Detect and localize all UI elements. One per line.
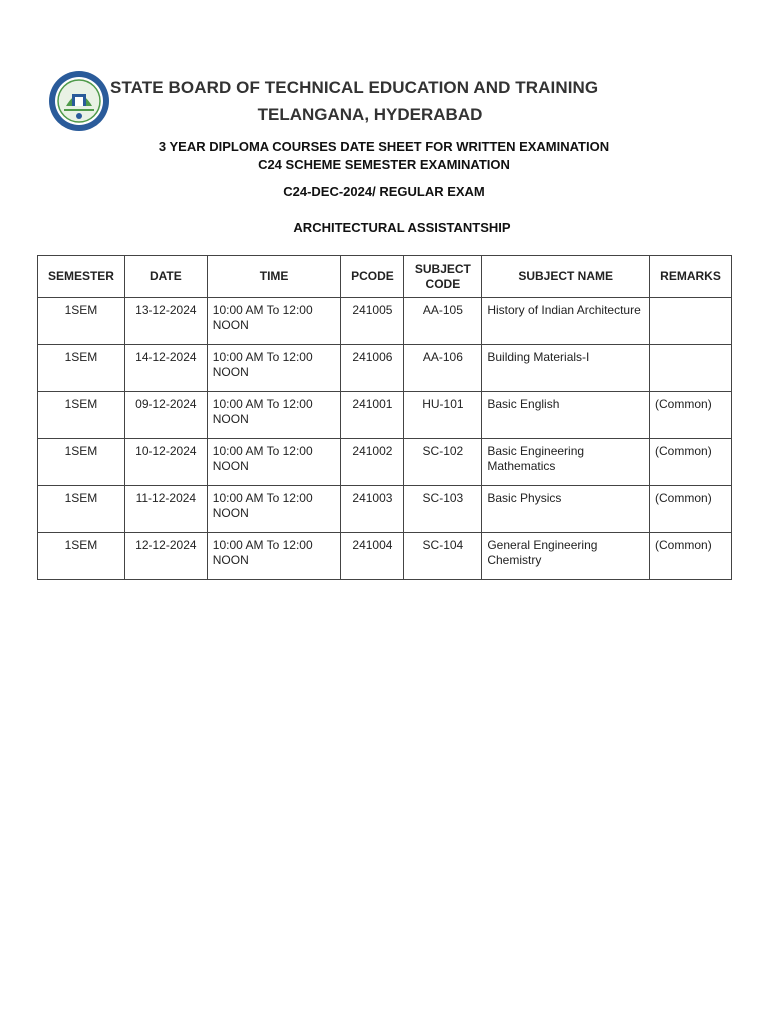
cell-subject-code: HU-101 xyxy=(404,392,482,439)
cell-subject-name xyxy=(482,392,650,439)
cell-time xyxy=(207,298,341,345)
cell-pcode: 241005 xyxy=(341,298,404,345)
cell-subject-code: SC-102 xyxy=(404,439,482,486)
header-subject-code-line2: CODE xyxy=(425,276,461,291)
board-name: STATE BOARD OF TECHNICAL EDUCATION AND TRAINING xyxy=(110,78,599,97)
cell-date: 09-12-2024 xyxy=(124,392,207,439)
course-line: 3 YEAR DIPLOMA COURSES DATE SHEET FOR WRITTEN EXAMINATION xyxy=(158,139,610,154)
cell-date: 10-12-2024 xyxy=(124,439,207,486)
cell-time xyxy=(207,486,341,533)
cell-time-line2: NOON xyxy=(212,365,249,379)
cell-subject-code: AA-105 xyxy=(404,298,482,345)
table-header-row xyxy=(38,256,732,298)
cell-time-line1: 10:00 AM To 12:00 xyxy=(212,397,313,411)
header-date: DATE xyxy=(124,256,207,298)
cell-subject-name-line1: Basic English xyxy=(487,397,560,411)
cell-time xyxy=(207,345,341,392)
cell-subject-code: SC-104 xyxy=(404,533,482,580)
cell-semester: 1SEM xyxy=(38,392,125,439)
exam-line: C24-DEC-2024/ REGULAR EXAM xyxy=(283,184,485,199)
cell-semester: 1SEM xyxy=(38,298,125,345)
cell-pcode: 241006 xyxy=(341,345,404,392)
table-row xyxy=(38,345,732,392)
cell-date: 12-12-2024 xyxy=(124,533,207,580)
scheme-line: C24 SCHEME SEMESTER EXAMINATION xyxy=(258,157,510,172)
cell-time-line2: NOON xyxy=(212,506,249,520)
header-remarks: REMARKS xyxy=(650,256,732,298)
cell-pcode: 241004 xyxy=(341,533,404,580)
cell-pcode: 241002 xyxy=(341,439,404,486)
cell-semester: 1SEM xyxy=(38,533,125,580)
cell-subject-name xyxy=(482,298,650,345)
cell-time-line2: NOON xyxy=(212,318,249,332)
cell-subject-name-line1: General Engineering xyxy=(487,538,598,552)
cell-semester: 1SEM xyxy=(38,345,125,392)
cell-time-line1: 10:00 AM To 12:00 xyxy=(212,491,313,505)
table-row xyxy=(38,486,732,533)
cell-remarks: (Common) xyxy=(650,533,732,580)
cell-time-line2: NOON xyxy=(212,553,249,567)
cell-time-line2: NOON xyxy=(212,412,249,426)
cell-subject-name xyxy=(482,533,650,580)
table-row xyxy=(38,533,732,580)
table-row xyxy=(38,439,732,486)
exam-schedule-table xyxy=(37,255,732,580)
board-location: TELANGANA, HYDERABAD xyxy=(257,105,483,124)
cell-semester: 1SEM xyxy=(38,486,125,533)
branch-title: ARCHITECTURAL ASSISTANTSHIP xyxy=(293,220,511,235)
cell-date: 11-12-2024 xyxy=(124,486,207,533)
cell-time-line1: 10:00 AM To 12:00 xyxy=(212,538,313,552)
cell-time-line1: 10:00 AM To 12:00 xyxy=(212,350,313,364)
cell-subject-name-line2: Mathematics xyxy=(487,459,556,473)
header-semester: SEMESTER xyxy=(38,256,125,298)
cell-remarks: (Common) xyxy=(650,392,732,439)
cell-subject-name-line1: History of Indian Architecture xyxy=(487,303,641,317)
cell-subject-name-line1: Basic Physics xyxy=(487,491,562,505)
cell-semester: 1SEM xyxy=(38,439,125,486)
cell-subject-name-line1: Building Materials-I xyxy=(487,350,590,364)
table-row xyxy=(38,298,732,345)
cell-subject-name xyxy=(482,439,650,486)
cell-time xyxy=(207,392,341,439)
cell-time-line1: 10:00 AM To 12:00 xyxy=(212,444,313,458)
cell-subject-code: SC-103 xyxy=(404,486,482,533)
header-subject-code-line1: SUBJECT xyxy=(414,261,471,276)
cell-subject-name xyxy=(482,486,650,533)
cell-remarks xyxy=(650,345,732,392)
cell-pcode: 241003 xyxy=(341,486,404,533)
cell-subject-code: AA-106 xyxy=(404,345,482,392)
header-time: TIME xyxy=(207,256,341,298)
cell-remarks: (Common) xyxy=(650,439,732,486)
cell-date: 14-12-2024 xyxy=(124,345,207,392)
header-subject-name: SUBJECT NAME xyxy=(482,256,650,298)
cell-remarks: (Common) xyxy=(650,486,732,533)
header-pcode: PCODE xyxy=(341,256,404,298)
cell-subject-name xyxy=(482,345,650,392)
cell-time-line1: 10:00 AM To 12:00 xyxy=(212,303,313,317)
header-subject-code xyxy=(404,256,482,298)
cell-subject-name-line1: Basic Engineering xyxy=(487,444,585,458)
cell-pcode: 241001 xyxy=(341,392,404,439)
cell-time xyxy=(207,439,341,486)
cell-subject-name-line2: Chemistry xyxy=(487,553,542,567)
cell-time xyxy=(207,533,341,580)
table-row xyxy=(38,392,732,439)
cell-remarks xyxy=(650,298,732,345)
cell-time-line2: NOON xyxy=(212,459,249,473)
cell-date: 13-12-2024 xyxy=(124,298,207,345)
